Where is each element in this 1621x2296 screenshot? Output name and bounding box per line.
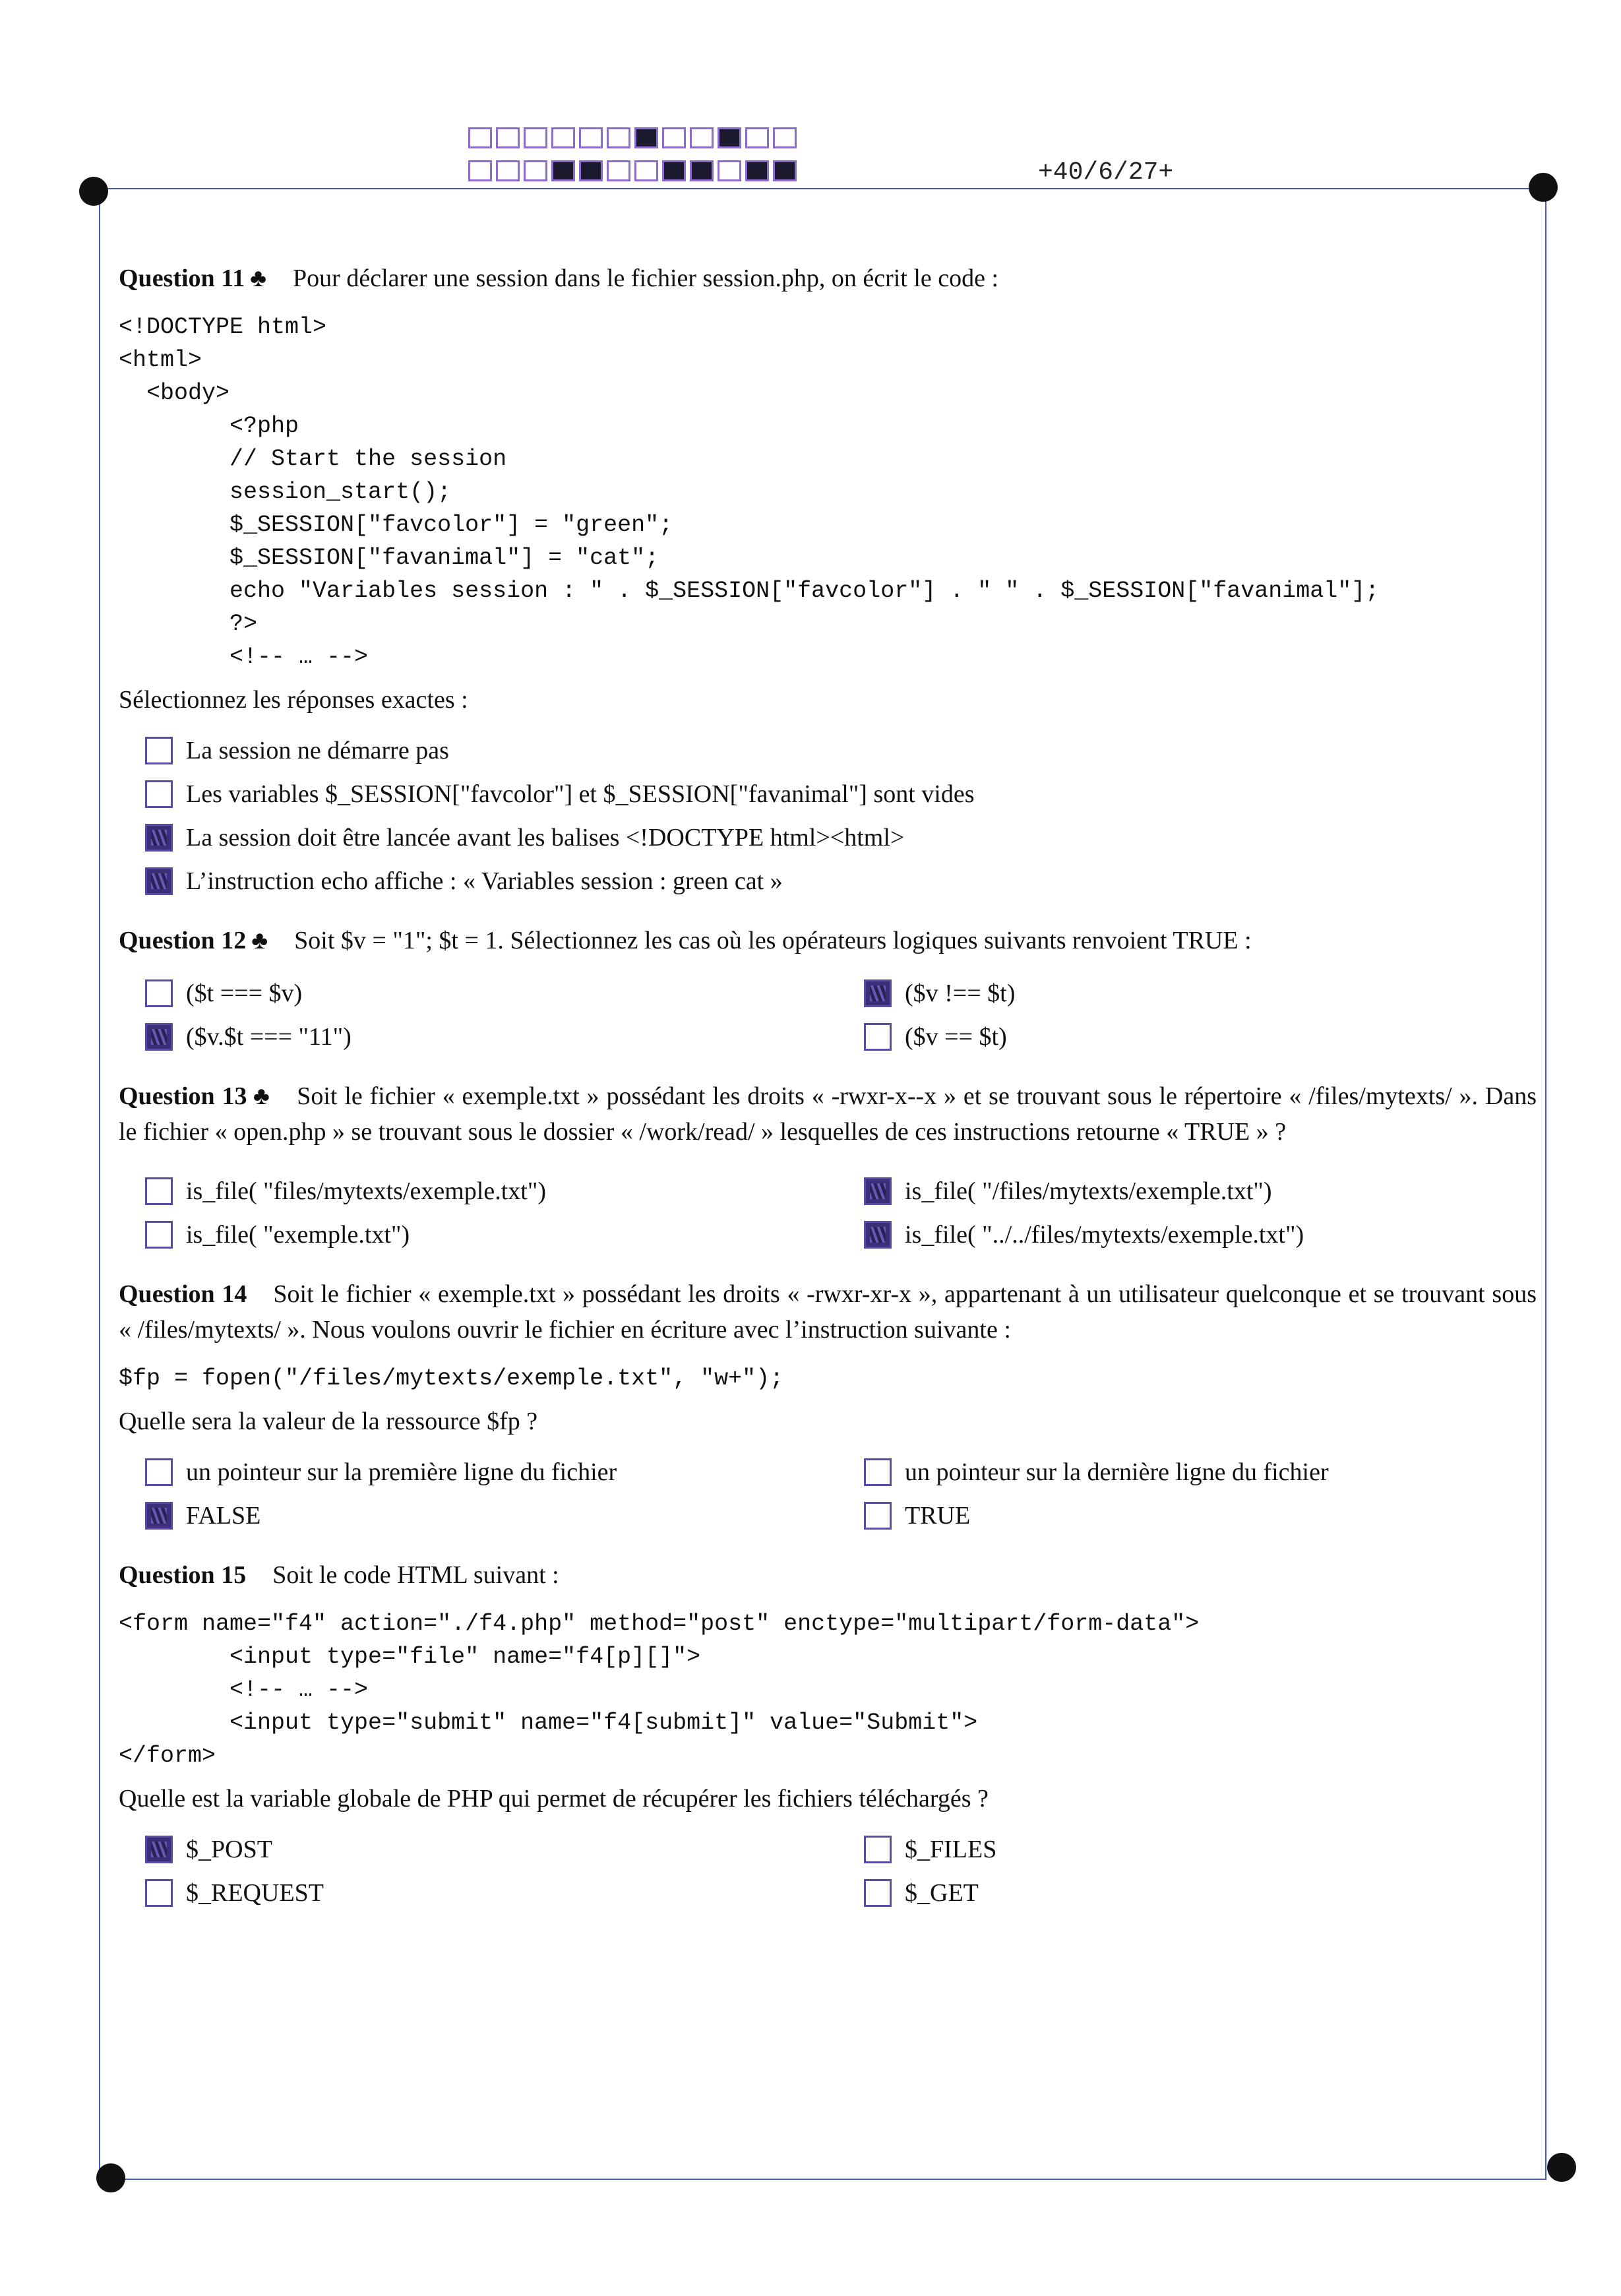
option-label: ($v.$t === "11") <box>186 1023 352 1051</box>
answer-options <box>145 972 1537 1059</box>
option-label: is_file( "exemple.txt") <box>186 1221 410 1249</box>
question-prompt: Quelle est la variable globale de PHP qui permet de récupérer les fichiers téléchargés ? <box>119 1785 989 1813</box>
barcode-row-1 <box>468 127 801 148</box>
exam-content <box>119 261 1537 1915</box>
barcode-cell <box>662 127 686 148</box>
checkbox[interactable] <box>145 824 173 852</box>
checkbox[interactable] <box>145 780 173 808</box>
corner-mark-top-right <box>1529 173 1558 202</box>
code-block: <!DOCTYPE html> <html> <body> <?php // Start the session session_start(); $_SESSION["favcolor"] = "green"; $_SESSION["favanimal"] = "cat"; echo "Variables session : " . $_SESSION["favcolor"] . " " . $_SESSION["favanimal"]; ?> <!-- … --> <box>119 314 1380 670</box>
barcode-cell <box>690 160 714 181</box>
barcode-cell <box>496 127 520 148</box>
barcode-cell <box>745 160 769 181</box>
question-label: Question 15 <box>119 1561 247 1589</box>
answer-option[interactable] <box>864 1169 1523 1213</box>
checkbox[interactable] <box>145 1879 173 1907</box>
option-label: FALSE <box>186 1502 261 1530</box>
option-label: $_REQUEST <box>186 1879 324 1907</box>
checkbox[interactable] <box>864 1879 892 1907</box>
answer-option[interactable] <box>145 859 1537 903</box>
checkbox[interactable] <box>145 1221 173 1249</box>
question-14 <box>119 1276 1537 1537</box>
barcode-cell <box>496 160 520 181</box>
checkbox[interactable] <box>145 1458 173 1486</box>
option-label: TRUE <box>905 1502 971 1530</box>
checkbox[interactable] <box>864 979 892 1007</box>
option-label: ($v !== $t) <box>905 979 1016 1007</box>
question-label: Question 14 <box>119 1280 247 1308</box>
answer-option[interactable] <box>145 816 1537 859</box>
checkbox[interactable] <box>864 1221 892 1249</box>
instruction-text: Sélectionnez les réponses exactes : <box>119 686 468 714</box>
code-block: $fp = fopen("/files/mytexts/exemple.txt", "w+"); <box>119 1365 784 1392</box>
question-label: Question 13 <box>119 1082 247 1110</box>
answer-option[interactable] <box>145 1450 864 1494</box>
question-label: Question 11 <box>119 264 245 292</box>
barcode-row-2 <box>468 160 801 181</box>
checkbox[interactable] <box>145 979 173 1007</box>
barcode-cell <box>718 160 741 181</box>
barcode-cell <box>607 160 630 181</box>
question-text: Soit le fichier « exemple.txt » possédant les droits « -rwxr-x--x » et se trouvant sous le répertoire « /files/mytexts/ ». Dans le fichier « open.php » se trouvant sous le dossier « /work/read/ » lesquelles de ces instructions retourne « TRUE » ? <box>119 1082 1537 1146</box>
barcode-cell <box>634 160 658 181</box>
club-icon: ♣ <box>252 1082 271 1110</box>
answer-option[interactable] <box>864 1828 1523 1871</box>
question-prompt: Quelle sera la valeur de la ressource $fp ? <box>119 1408 538 1435</box>
club-icon: ♣ <box>251 927 268 954</box>
barcode-cell <box>745 127 769 148</box>
answer-option[interactable] <box>145 1871 864 1915</box>
option-label: Les variables $_SESSION["favcolor"] et $_SESSION["favanimal"] sont vides <box>186 780 975 808</box>
answer-options <box>145 1450 1537 1537</box>
option-label: un pointeur sur la dernière ligne du fichier <box>905 1458 1329 1486</box>
barcode-cell <box>551 160 575 181</box>
option-label: is_file( "/files/mytexts/exemple.txt") <box>905 1177 1272 1205</box>
question-13 <box>119 1078 1537 1257</box>
checkbox[interactable] <box>145 1023 173 1051</box>
barcode-cell <box>524 160 547 181</box>
answer-option[interactable] <box>864 972 1523 1015</box>
option-label: is_file( "../../files/mytexts/exemple.txt") <box>905 1221 1304 1249</box>
checkbox[interactable] <box>864 1458 892 1486</box>
answer-option[interactable] <box>864 1450 1523 1494</box>
option-label: L’instruction echo affiche : « Variables session : green cat » <box>186 867 783 895</box>
barcode-cell <box>634 127 658 148</box>
answer-option[interactable] <box>864 1213 1523 1257</box>
answer-option[interactable] <box>145 1015 864 1059</box>
barcode-cell <box>551 127 575 148</box>
corner-mark-top-left <box>79 177 108 206</box>
barcode-cell <box>579 160 603 181</box>
option-label: La session doit être lancée avant les balises <!DOCTYPE html><html> <box>186 824 905 852</box>
answer-options <box>145 1169 1537 1257</box>
answer-option[interactable] <box>864 1015 1523 1059</box>
checkbox[interactable] <box>864 1023 892 1051</box>
answer-option[interactable] <box>145 1213 864 1257</box>
answer-options <box>145 729 1537 903</box>
checkbox[interactable] <box>864 1836 892 1863</box>
answer-option[interactable] <box>864 1871 1523 1915</box>
question-text: Soit $v = "1"; $t = 1. Sélectionnez les cas où les opérateurs logiques suivants renvoient TRUE : <box>294 927 1252 954</box>
question-text: Pour déclarer une session dans le fichier session.php, on écrit le code : <box>293 264 999 292</box>
question-12 <box>119 923 1537 1059</box>
answer-option[interactable] <box>145 729 1537 772</box>
question-label: Question 12 <box>119 927 247 954</box>
answer-options <box>145 1828 1537 1915</box>
checkbox[interactable] <box>145 737 173 764</box>
barcode-cell <box>662 160 686 181</box>
barcode-cell <box>718 127 741 148</box>
barcode-cell <box>468 160 492 181</box>
question-11 <box>119 261 1537 903</box>
option-label: La session ne démarre pas <box>186 737 449 764</box>
question-text: Soit le fichier « exemple.txt » possédant les droits « -rwxr-xr-x », appartenant à un utilisateur quelconque et se trouvant sous « /files/mytexts/ ». Nous voulons ouvrir le fichier en écriture avec l’instruction suivante : <box>119 1280 1537 1344</box>
answer-option[interactable] <box>145 772 1537 816</box>
club-icon: ♣ <box>250 264 267 292</box>
option-label: $_POST <box>186 1836 272 1863</box>
barcode-cell <box>607 127 630 148</box>
page-code: +40/6/27+ <box>1038 158 1174 187</box>
checkbox[interactable] <box>145 867 173 895</box>
corner-mark-bottom-right <box>1547 2153 1576 2182</box>
option-label: un pointeur sur la première ligne du fichier <box>186 1458 617 1486</box>
checkbox[interactable] <box>864 1177 892 1205</box>
answer-option[interactable] <box>145 1494 864 1537</box>
option-label: ($v == $t) <box>905 1023 1007 1051</box>
barcode-cell <box>579 127 603 148</box>
checkbox[interactable] <box>864 1502 892 1530</box>
checkbox[interactable] <box>145 1502 173 1530</box>
barcode-cell <box>773 160 797 181</box>
barcode-cell <box>468 127 492 148</box>
answer-option[interactable] <box>145 1169 864 1213</box>
checkbox[interactable] <box>145 1177 173 1205</box>
barcode-cell <box>690 127 714 148</box>
question-15 <box>119 1557 1537 1915</box>
option-label: $_GET <box>905 1879 979 1907</box>
option-label: ($t === $v) <box>186 979 303 1007</box>
code-block: <form name="f4" action="./f4.php" method="post" enctype="multipart/form-data"> <input type="file" name="f4[p][]"> <!-- … --> <input type="submit" name="f4[submit]" value="Submit"> </form> <box>119 1611 1200 1769</box>
answer-option[interactable] <box>145 1828 864 1871</box>
corner-mark-bottom-left <box>96 2163 125 2192</box>
barcode-cell <box>773 127 797 148</box>
barcode-cell <box>524 127 547 148</box>
option-label: is_file( "files/mytexts/exemple.txt") <box>186 1177 547 1205</box>
option-label: $_FILES <box>905 1836 997 1863</box>
answer-option[interactable] <box>145 972 864 1015</box>
checkbox[interactable] <box>145 1836 173 1863</box>
answer-option[interactable] <box>864 1494 1523 1537</box>
question-text: Soit le code HTML suivant : <box>272 1561 559 1589</box>
